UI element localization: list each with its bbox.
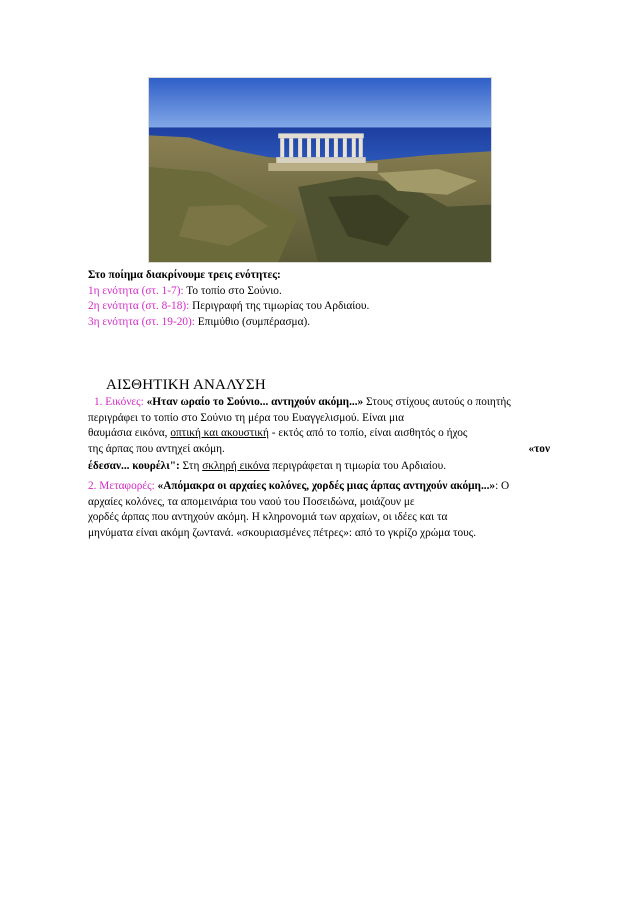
images-line-5-underlined: σκληρή εικόνα: [202, 460, 270, 472]
unit-3-text: Επιμύθιο (συμπέρασμα).: [194, 315, 311, 328]
metaphors-quote: «Απόμακρα οι αρχαίες κολόνες, χορδές μιας άρπας αντηχούν ακόμη...»: [157, 480, 496, 492]
metaphors-text-1: : Ο: [495, 480, 510, 492]
unit-2-text: Περιγραφή της τιμωρίας του Αρδιαίου.: [189, 300, 370, 312]
images-label: 1. Εικόνες:: [94, 396, 144, 408]
unit-2-label: 2η ενότητα (στ. 8-18):: [88, 300, 190, 312]
metaphors-paragraph: [88, 479, 550, 541]
images-line-5: [88, 459, 550, 475]
temple-photo: [148, 77, 492, 263]
intro-section: [88, 268, 550, 330]
metaphors-line-3: χορδές άρπας που αντηχούν ακόμη. Η κληρονομιά των αρχαίων, οι ιδέες και τα: [88, 511, 448, 523]
analysis-title: ΑΙΣΘΗΤΙΚΗ ΑΝΑΛΥΣΗ: [106, 377, 266, 393]
temple-of-poseidon-icon: [149, 78, 491, 262]
images-line-2: περιγράφει το τοπίο στο Σούνιο τη μέρα του Ευαγγελισμού. Είναι μια: [88, 411, 405, 424]
images-line-5-b: περιγράφεται η τιμωρία του Αρδιαίου.: [269, 460, 447, 472]
images-line-5-quote: έδεσαν... κουρέλι":: [88, 460, 180, 472]
images-line-3-underlined: οπτική και ακουστική: [170, 427, 269, 439]
metaphors-line-4: μηνύματα είναι ακόμη ζωντανά. «σκουριασμένες πέτρες»: από το γκρίζο χρώμα τους.: [88, 526, 477, 539]
intro-heading: Στο ποίημα διακρίνουμε τρεις ενότητες:: [88, 269, 281, 281]
metaphors-line-2: αρχαίες κολόνες, τα απομεινάρια του ναού του Ποσειδώνα, μοιάζουν με: [88, 495, 415, 508]
unit-3: [88, 315, 550, 331]
images-text-1: Στους στίχους αυτούς ο ποιητής: [363, 396, 511, 408]
unit-1-label: 1η ενότητα (στ. 1-7):: [88, 284, 184, 297]
images-line-4-text: της άρπας που αντηχεί ακόμη.: [88, 442, 225, 455]
images-line-3-a: θαυμάσια εικόνα,: [88, 427, 171, 439]
metaphors-label: 2. Μεταφορές:: [88, 480, 155, 492]
images-line-1: [88, 395, 550, 411]
images-quote-1: «Ηταν ωραίο το Σούνιο... αντηχούν ακόμη...»: [146, 396, 364, 408]
unit-1: [88, 284, 550, 300]
metaphors-line-1: [88, 479, 550, 495]
images-line-3-b: - εκτός από το τοπίο, είναι αισθητός ο ήχος: [268, 427, 468, 439]
images-paragraph: [88, 395, 550, 475]
images-line-5-a: Στη: [179, 460, 203, 472]
unit-3-label: 3η ενότητα (στ. 19-20):: [88, 315, 195, 328]
images-line-4: [88, 442, 550, 458]
unit-2: [88, 299, 550, 315]
unit-1-text: Το τοπίο στο Σούνιο.: [183, 284, 282, 297]
images-line-3: [88, 426, 550, 442]
images-line-4-right: «τον: [528, 442, 550, 455]
